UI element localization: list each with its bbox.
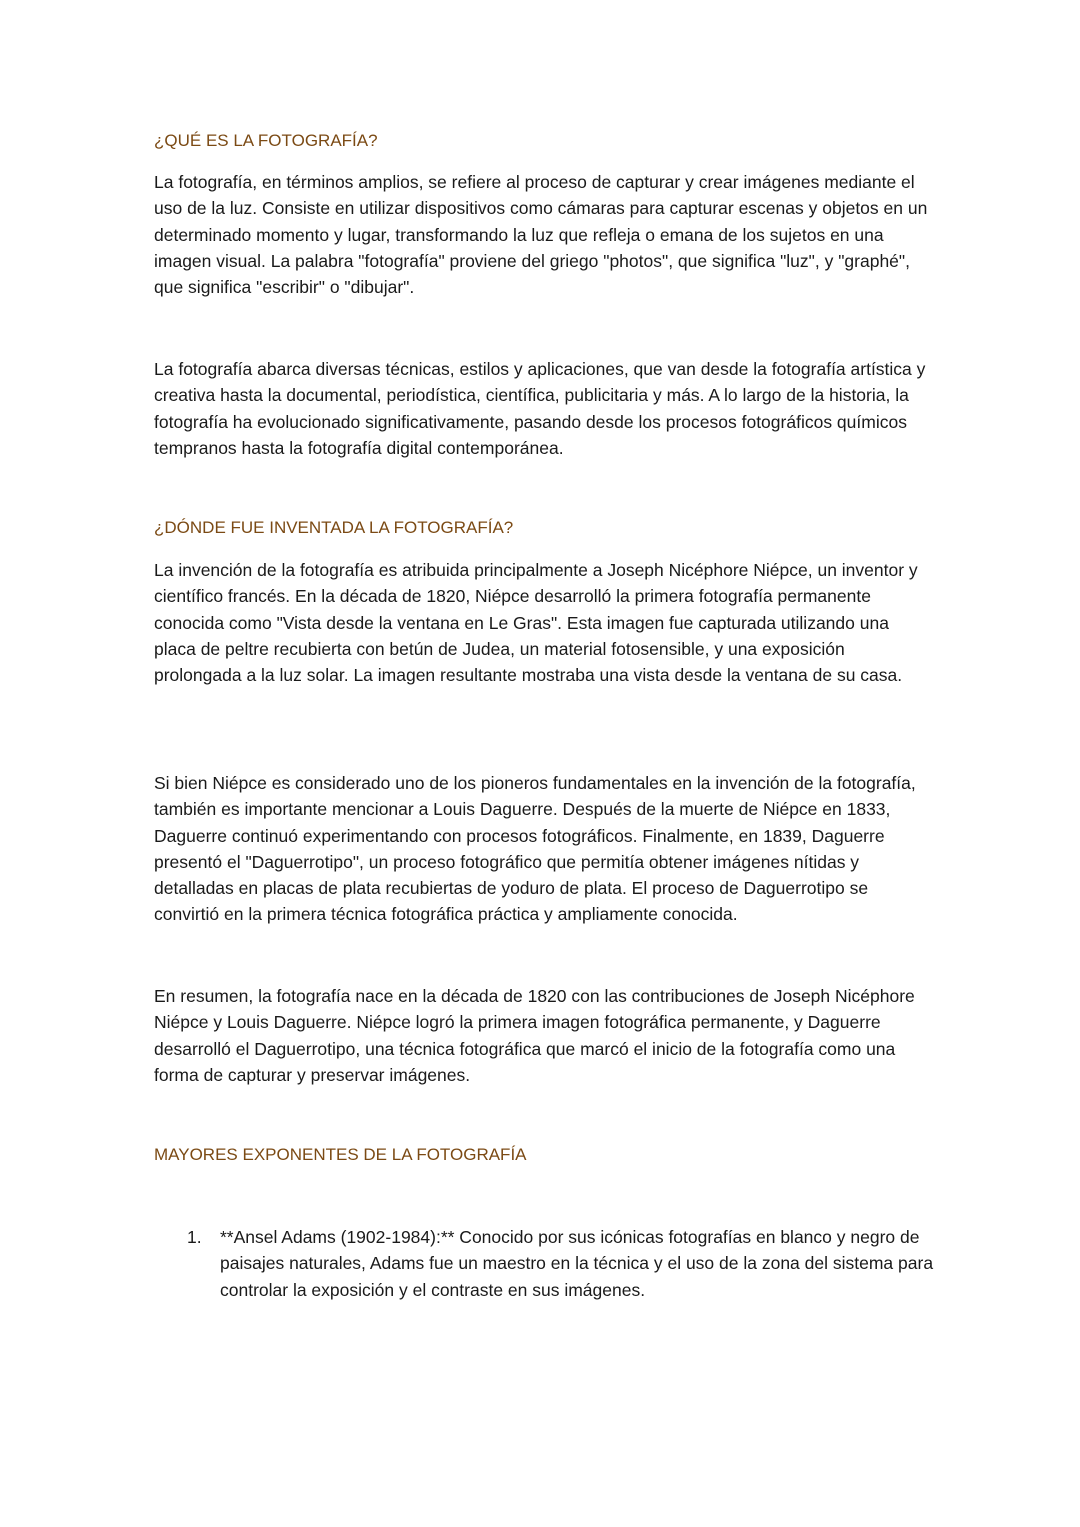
section-heading-que-es: ¿QUÉ ES LA FOTOGRAFÍA? xyxy=(154,131,378,150)
paragraph: La invención de la fotografía es atribuida principalmente a Joseph Nicéphore Niépce, un inventor y científico francés. En la década de 1820, Niépce desarrolló la primera fotografía permanente conocida como "Vista desde la ventana en Le Gras". Esta imagen fue capturada utilizando una placa de peltre recubierta con betún de Judea, un material fotosensible, y una exposición prolongada a la luz solar. La imagen resultante mostraba una vista desde la ventana de su casa. xyxy=(154,560,918,686)
paragraph: La fotografía abarca diversas técnicas, estilos y aplicaciones, que van desde la fotografía artística y creativa hasta la documental, periodística, científica, publicitaria y más. A lo largo de la historia, la fotografía ha evolucionado significativamente, pasando desde los procesos fotográficos químicos tempranos hasta la fotografía digital contemporánea. xyxy=(154,359,926,458)
list-item-text: **Ansel Adams (1902-1984):** Conocido por sus icónicas fotografías en blanco y negro de paisajes naturales, Adams fue un maestro en la técnica y el uso de la zona del sistema para controlar la exposición y el contraste en sus imágenes. xyxy=(220,1227,934,1300)
list-item xyxy=(154,1224,934,1303)
list-item-number: 1. xyxy=(187,1227,202,1247)
paragraph: Si bien Niépce es considerado uno de los pioneros fundamentales en la invención de la fotografía, también es importante mencionar a Louis Daguerre. Después de la muerte de Niépce en 1833, Daguerre continuó experimentando con procesos fotográficos. Finalmente, en 1839, Daguerre presentó el "Daguerrotipo", un proceso fotográfico que permitía obtener imágenes nítidas y detalladas en placas de plata recubiertas de yoduro de plata. El proceso de Daguerrotipo se convirtió en la primera técnica fotográfica práctica y ampliamente conocida. xyxy=(154,773,916,925)
section-heading-donde: ¿DÓNDE FUE INVENTADA LA FOTOGRAFÍA? xyxy=(154,518,514,537)
section-heading-exponentes: MAYORES EXPONENTES DE LA FOTOGRAFÍA xyxy=(154,1145,527,1164)
paragraph: En resumen, la fotografía nace en la década de 1820 con las contribuciones de Joseph Nicéphore Niépce y Louis Daguerre. Niépce logró la primera imagen fotográfica permanente, y Daguerre desarrolló el Daguerrotipo, una técnica fotográfica que marcó el inicio de la fotografía como una forma de capturar y preservar imágenes. xyxy=(154,986,915,1085)
paragraph: La fotografía, en términos amplios, se refiere al proceso de capturar y crear imágenes mediante el uso de la luz. Consiste en utilizar dispositivos como cámaras para capturar escenas y objetos en un determinado momento y lugar, transformando la luz que refleja o emana de los sujetos en una imagen visual. La palabra "fotografía" proviene del griego "photos", que significa "luz", y "graphé", que significa "escribir" o "dibujar". xyxy=(154,172,928,298)
photographers-list xyxy=(154,1224,934,1303)
